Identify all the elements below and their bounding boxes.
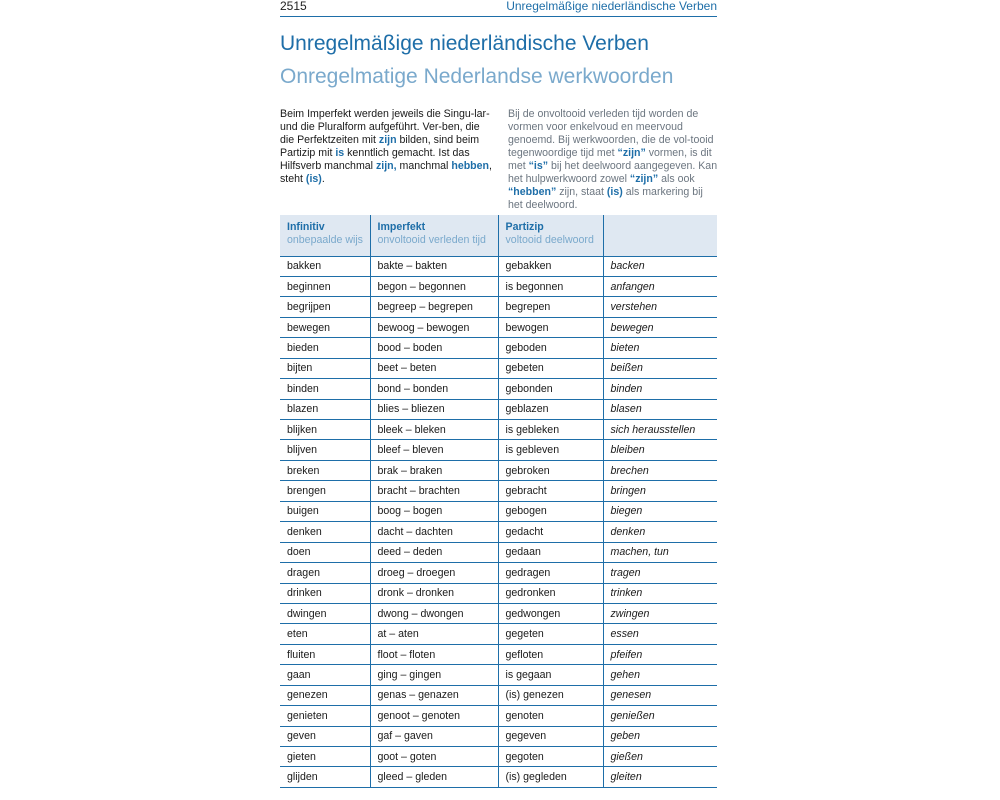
page-number: 2515	[280, 0, 307, 13]
table-row	[280, 665, 717, 685]
table-row	[280, 644, 717, 664]
intro-de-keyword-is: is	[335, 147, 345, 159]
intro-nl-keyword-hebben: “hebben”	[508, 186, 557, 198]
intro-nl-text-1: Bij de onvoltooid verleden tijd worden de vormen voor enkelvoud en meervoud genoemd. Bij werkwoorden, die de vol-tooid tegenwoordige tijd met	[508, 108, 714, 159]
intro-de-text-6: .	[321, 173, 325, 185]
infinitive-cell: doen	[280, 542, 370, 562]
header-participle-nl: voltooid deelwoord	[505, 233, 594, 246]
intro-de-keyword-zijn-2: zijn,	[375, 160, 397, 172]
infinitive-cell: denken	[280, 522, 370, 542]
translation-cell: brechen	[603, 460, 717, 480]
imperfect-cell: gleed – gleden	[370, 767, 498, 787]
header-participle-de: Partizip	[505, 221, 544, 233]
imperfect-cell: bleef – bleven	[370, 440, 498, 460]
header-participle	[498, 215, 603, 256]
intro-de-keyword-is-paren: (is)	[305, 173, 322, 185]
translation-cell: bringen	[603, 481, 717, 501]
intro-nl-text-6: als markering bij het deelwoord.	[508, 186, 703, 211]
intro-de-text-1: Beim Imperfekt werden jeweils die Singu-lar- und die Pluralform aufgeführt. Ver-ben, die die Perfektzeiten mit	[280, 108, 490, 146]
translation-cell: denken	[603, 522, 717, 542]
header-imperfect	[370, 215, 498, 256]
imperfect-cell: floot – floten	[370, 644, 498, 664]
intro-nl-keyword-is: “is”	[528, 160, 549, 172]
translation-cell: blasen	[603, 399, 717, 419]
translation-cell: bleiben	[603, 440, 717, 460]
translation-cell: gehen	[603, 665, 717, 685]
infinitive-cell: beginnen	[280, 276, 370, 296]
participle-cell: gegeven	[498, 726, 603, 746]
table-row	[280, 276, 717, 296]
participle-cell: gedwongen	[498, 603, 603, 623]
imperfect-cell: bewoog – bewogen	[370, 317, 498, 337]
translation-cell: trinken	[603, 583, 717, 603]
table-row	[280, 481, 717, 501]
infinitive-cell: blijken	[280, 420, 370, 440]
table-row	[280, 297, 717, 317]
participle-cell: is begonnen	[498, 276, 603, 296]
table-row	[280, 440, 717, 460]
participle-cell: is gegaan	[498, 665, 603, 685]
imperfect-cell: dacht – dachten	[370, 522, 498, 542]
participle-cell: gedaan	[498, 542, 603, 562]
imperfect-cell: bood – boden	[370, 338, 498, 358]
translation-cell: verstehen	[603, 297, 717, 317]
table-row	[280, 747, 717, 767]
header-imperfect-de: Imperfekt	[377, 221, 426, 233]
imperfect-cell: at – aten	[370, 624, 498, 644]
imperfect-cell: beet – beten	[370, 358, 498, 378]
infinitive-cell: bewegen	[280, 317, 370, 337]
header-infinitive-nl: onbepaalde wijs	[287, 233, 363, 246]
translation-cell: pfeifen	[603, 644, 717, 664]
translation-cell: machen, tun	[603, 542, 717, 562]
table-row	[280, 256, 717, 276]
intro-nl-keyword-zijn-2: “zijn”	[629, 173, 659, 185]
participle-cell: (is) genezen	[498, 685, 603, 705]
infinitive-cell: buigen	[280, 501, 370, 521]
translation-cell: anfangen	[603, 276, 717, 296]
infinitive-cell: breken	[280, 460, 370, 480]
table-row	[280, 583, 717, 603]
infinitive-cell: drinken	[280, 583, 370, 603]
intro-de-text-5: , steht	[280, 160, 492, 185]
intro-de-text-4: manchmal	[396, 160, 452, 172]
infinitive-cell: binden	[280, 379, 370, 399]
imperfect-cell: begon – begonnen	[370, 276, 498, 296]
infinitive-cell: bijten	[280, 358, 370, 378]
intro-de-text-2: bilden, sind beim Partizip mit	[280, 134, 480, 159]
participle-cell: gebogen	[498, 501, 603, 521]
imperfect-cell: goot – goten	[370, 747, 498, 767]
imperfect-cell: bakte – bakten	[370, 256, 498, 276]
translation-cell: gleiten	[603, 767, 717, 787]
infinitive-cell: bieden	[280, 338, 370, 358]
intro-nl-text-5: zijn, staat	[556, 186, 607, 198]
table-row	[280, 563, 717, 583]
translation-cell: geben	[603, 726, 717, 746]
infinitive-cell: glijden	[280, 767, 370, 787]
participle-cell: gebracht	[498, 481, 603, 501]
infinitive-cell: geven	[280, 726, 370, 746]
intro-de-text-3: kenntlich gemacht. Ist das Hilfsverb manchmal	[280, 147, 470, 172]
infinitive-cell: bakken	[280, 256, 370, 276]
translation-cell: gießen	[603, 747, 717, 767]
verb-table	[280, 215, 717, 788]
intro-text-german	[280, 108, 492, 186]
participle-cell: geboden	[498, 338, 603, 358]
infinitive-cell: blazen	[280, 399, 370, 419]
verb-table-body	[280, 256, 717, 787]
table-row	[280, 522, 717, 542]
table-row	[280, 685, 717, 705]
participle-cell: gebonden	[498, 379, 603, 399]
imperfect-cell: dwong – dwongen	[370, 603, 498, 623]
header-imperfect-nl: onvoltooid verleden tijd	[377, 233, 486, 246]
participle-cell: bewogen	[498, 317, 603, 337]
imperfect-cell: droeg – droegen	[370, 563, 498, 583]
header-infinitive-de: Infinitiv	[287, 221, 325, 233]
dictionary-page	[280, 0, 717, 800]
translation-cell: genesen	[603, 685, 717, 705]
participle-cell: gegoten	[498, 747, 603, 767]
table-row	[280, 706, 717, 726]
intro-de-keyword-zijn: zijn	[378, 134, 397, 146]
infinitive-cell: dragen	[280, 563, 370, 583]
infinitive-cell: genieten	[280, 706, 370, 726]
imperfect-cell: genoot – genoten	[370, 706, 498, 726]
intro-de-keyword-hebben: hebben	[451, 160, 490, 172]
infinitive-cell: blijven	[280, 440, 370, 460]
translation-cell: bewegen	[603, 317, 717, 337]
participle-cell: geblazen	[498, 399, 603, 419]
table-row	[280, 501, 717, 521]
participle-cell: gedragen	[498, 563, 603, 583]
translation-cell: bieten	[603, 338, 717, 358]
section-title-german: Unregelmäßige niederländische Verben	[280, 32, 649, 55]
participle-cell: is gebleven	[498, 440, 603, 460]
participle-cell: gebeten	[498, 358, 603, 378]
imperfect-cell: brak – braken	[370, 460, 498, 480]
infinitive-cell: gaan	[280, 665, 370, 685]
participle-cell: genoten	[498, 706, 603, 726]
imperfect-cell: bond – bonden	[370, 379, 498, 399]
translation-cell: zwingen	[603, 603, 717, 623]
intro-nl-keyword-zijn: “zijn”	[617, 147, 646, 159]
participle-cell: begrepen	[498, 297, 603, 317]
participle-cell: gedacht	[498, 522, 603, 542]
participle-cell: is gebleken	[498, 420, 603, 440]
imperfect-cell: blies – bliezen	[370, 399, 498, 419]
translation-cell: biegen	[603, 501, 717, 521]
participle-cell: gebakken	[498, 256, 603, 276]
translation-cell: essen	[603, 624, 717, 644]
translation-cell: beißen	[603, 358, 717, 378]
infinitive-cell: brengen	[280, 481, 370, 501]
table-row	[280, 399, 717, 419]
table-row	[280, 603, 717, 623]
table-row	[280, 420, 717, 440]
header-infinitive	[280, 215, 370, 256]
imperfect-cell: begreep – begrepen	[370, 297, 498, 317]
intro-nl-text-2: vormen, is dit met	[508, 147, 712, 172]
intro-nl-text-3: bij het deelwoord aangegeven. Kan het hulpwerkwoord zowel	[508, 160, 718, 185]
table-row	[280, 542, 717, 562]
section-title-dutch: Onregelmatige Nederlandse werkwoorden	[280, 65, 674, 88]
table-row	[280, 379, 717, 399]
infinitive-cell: genezen	[280, 685, 370, 705]
imperfect-cell: gaf – gaven	[370, 726, 498, 746]
table-row	[280, 767, 717, 787]
table-row	[280, 460, 717, 480]
participle-cell: gegeten	[498, 624, 603, 644]
intro-nl-text-4: als ook	[658, 173, 695, 185]
imperfect-cell: boog – bogen	[370, 501, 498, 521]
imperfect-cell: bleek – bleken	[370, 420, 498, 440]
imperfect-cell: bracht – brachten	[370, 481, 498, 501]
imperfect-cell: dronk – dronken	[370, 583, 498, 603]
translation-cell: sich herausstellen	[603, 420, 717, 440]
intro-nl-keyword-is-paren: (is)	[606, 186, 623, 198]
imperfect-cell: deed – deden	[370, 542, 498, 562]
table-row	[280, 358, 717, 378]
translation-cell: genießen	[603, 706, 717, 726]
table-row	[280, 338, 717, 358]
running-title: Unregelmäßige niederländische Verben	[506, 0, 717, 13]
infinitive-cell: begrijpen	[280, 297, 370, 317]
infinitive-cell: dwingen	[280, 603, 370, 623]
participle-cell: gedronken	[498, 583, 603, 603]
intro-text-dutch	[508, 108, 720, 212]
translation-cell: tragen	[603, 563, 717, 583]
table-row	[280, 624, 717, 644]
running-header	[280, 0, 717, 17]
imperfect-cell: genas – genazen	[370, 685, 498, 705]
participle-cell: (is) gegleden	[498, 767, 603, 787]
header-translation	[603, 215, 717, 256]
table-header-row	[280, 215, 717, 256]
table-row	[280, 726, 717, 746]
infinitive-cell: fluiten	[280, 644, 370, 664]
imperfect-cell: ging – gingen	[370, 665, 498, 685]
participle-cell: gebroken	[498, 460, 603, 480]
translation-cell: binden	[603, 379, 717, 399]
table-row	[280, 317, 717, 337]
infinitive-cell: eten	[280, 624, 370, 644]
translation-cell: backen	[603, 256, 717, 276]
infinitive-cell: gieten	[280, 747, 370, 767]
participle-cell: gefloten	[498, 644, 603, 664]
